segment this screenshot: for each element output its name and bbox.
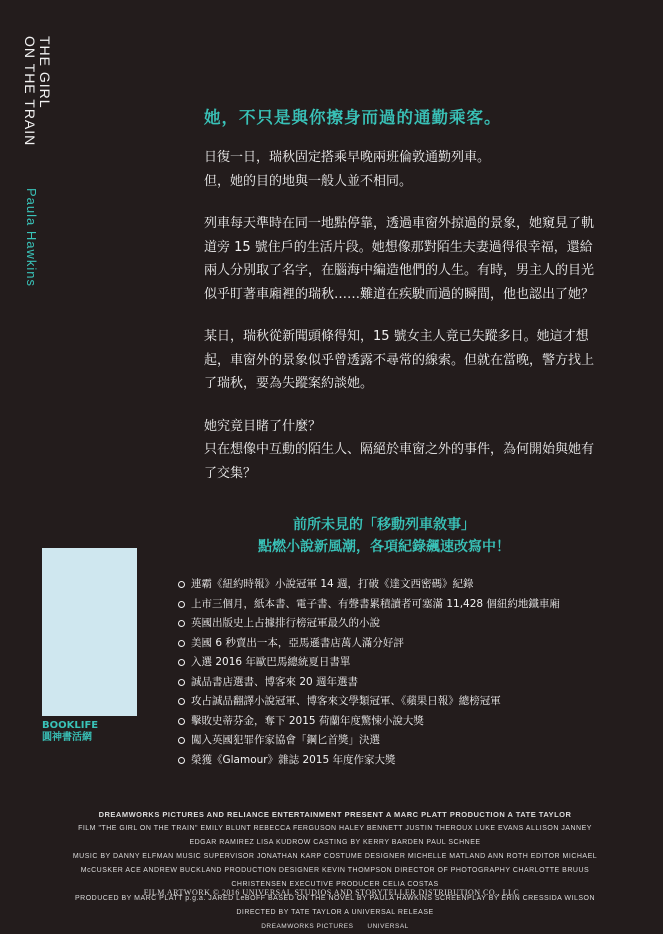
credits-line-1: DREAMWORKS PICTURES AND RELIANCE ENTERTAINMENT PRESENT A MARC PLATT PRODUCTION A TATE TAYLOR [98,810,572,819]
list-item: 連霸《紐約時報》小說冠軍 14 週，打破《達文西密碼》紀錄 [178,575,618,595]
bullet-icon [178,659,185,666]
bullet-icon [178,581,185,588]
highlight-line-2: 點燃小說新風潮，各項紀錄飆速改寫中！ [258,539,510,555]
synopsis-paragraph-4: 她究竟目睹了什麼？ 只在想像中互動的陌生人、隔絕於車窗之外的事件，為何開始與她有了交集？ [204,418,595,481]
list-item: 上市三個月，紙本書、電子書、有聲書累積讀者可塞滿 11,428 個紐約地鐵車廂 [178,595,618,615]
credits-line-2: FILM "THE GIRL ON THE TRAIN" EMILY BLUNT REBECCA FERGUSON HALEY BENNETT JUSTIN THEROUX LUKE EVANS ALLISON JANNEY EDGAR RAMIREZ LISA KUDROW CASTING BY KERRY BARDEN PAUL SCHNEE [78,825,592,846]
accolades-list [178,575,618,770]
bullet-icon [178,737,185,744]
synopsis-paragraph-2: 列車每天準時在同一地點停靠，透過車窗外掠過的景象，她窺見了軌道旁 15 號住戶的生活片段。她想像那對陌生夫妻過得很幸福，還給兩人分別取了名字，在腦海中編造他們的人生。有時，男主人的目光似乎盯著車廂裡的瑞秋……難道在疾駛而過的瞬間，他也認出了她？ [204,216,595,302]
credits-line-3: MUSIC BY DANNY ELFMAN MUSIC SUPERVISOR JONATHAN KARP COSTUME DESIGNER MICHELLE MATLAND ANN ROTH EDITOR MICHAEL McCUSKER ACE ANDREW BUCKLAND PRODUCTION DESIGNER KEVIN THOMPSON DIRECTOR OF PHOTOGRAPHY CHARLOTTE BRUUS CHRISTENSEN EXECUTIVE PRODUCER CELIA COSTAS [72,853,598,888]
list-item: 闖入英國犯罪作家協會「鋼匕首獎」決選 [178,731,618,751]
dreamworks-logo: DREAMWORKS PICTURES [261,923,354,930]
synopsis-paragraph-3: 某日，瑞秋從新聞頭條得知，15 號女主人竟已失蹤多日。她這才想起，車窗外的景象似乎曾透露不尋常的線索。但就在當晚，警方找上了瑞秋，要為失蹤案約談她。 [204,329,595,391]
credits-line-4: PRODUCED BY MARC PLATT p.g.a. JARED LeBOFF BASED ON THE NOVEL BY PAULA HAWKINS SCREENPLAY BY ERIN CRESSIDA WILSON DIRECTED BY TATE TAYLOR A UNIVERSAL RELEASE [74,895,596,916]
list-item: 入選 2016 年歐巴馬總統夏日書單 [178,653,618,673]
highlight-line-1: 前所未見的「移動列車敘事」 [293,517,475,533]
list-item: 美國 6 秒賣出一本，亞馬遜書店萬人滿分好評 [178,634,618,654]
universal-logo: UNIVERSAL [367,923,409,930]
bullet-icon [178,601,185,608]
list-item: 英國出版史上占據排行榜冠軍最久的小說 [178,614,618,634]
spine-author: Paula Hawkins [24,188,39,287]
bullet-icon [178,757,185,764]
list-item: 攻占誠品翻譯小說冠軍、博客來文學類冠軍、《蘋果日報》總榜冠軍 [178,692,618,712]
booklife-sub: 圓神書活網 [42,732,92,743]
list-item: 擊敗史蒂芬金，奪下 2015 荷蘭年度驚悚小說大獎 [178,712,618,732]
highlight-block [204,514,564,558]
bullet-icon [178,640,185,647]
spine-title: THE GIRL ON THE TRAIN [22,36,53,147]
list-item: 誠品書店選書、博客來 20 週年選書 [178,673,618,693]
booklife-logo [42,720,98,744]
copyright-line: FILM ARTWORK © 2016 UNIVERSAL STUDIOS AND STORYTELLER DISTRIBUTION CO., LLC [143,888,520,897]
film-credits [70,808,600,934]
bullet-icon [178,718,185,725]
barcode-panel [42,548,137,716]
bullet-icon [178,698,185,705]
slogan: 她，不只是與你擦身而過的通勤乘客。 [204,108,502,127]
synopsis-paragraph-1: 日復一日，瑞秋固定搭乘早晚兩班倫敦通勤列車。 但，她的目的地與一般人並不相同。 [204,150,491,189]
booklife-name: BOOKLIFE [42,720,99,731]
bullet-icon [178,679,185,686]
bullet-icon [178,620,185,627]
synopsis [204,146,604,504]
list-item: 榮獲《Glamour》雜誌 2015 年度作家大獎 [178,751,618,771]
